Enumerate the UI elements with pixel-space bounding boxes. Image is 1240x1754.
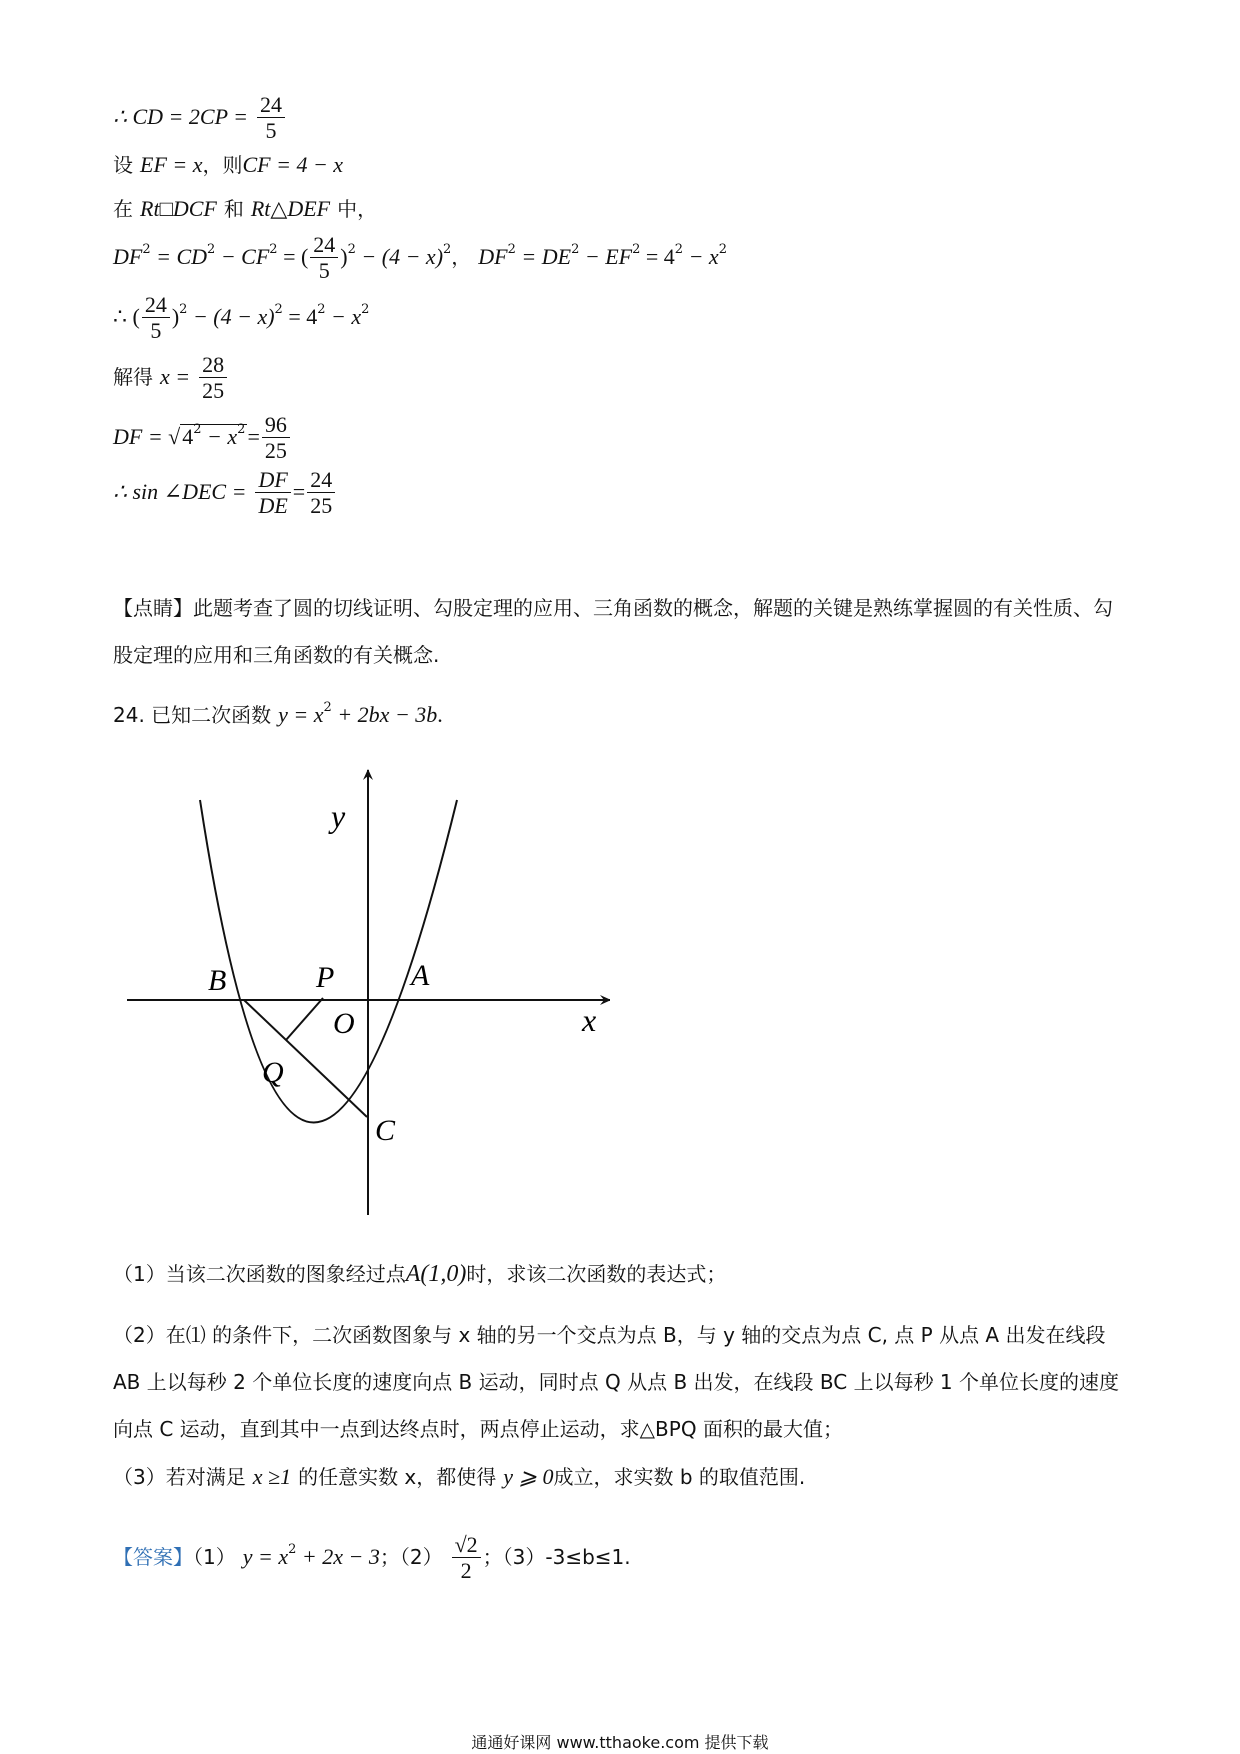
exponent: 2: [361, 301, 370, 317]
comment-paragraph: 【点睛】此题考查了圆的切线证明、勾股定理的应用、三角函数的概念，解题的关键是熟练掌握圆的有关性质、勾股定理的应用和三角函数的有关概念.: [113, 596, 1113, 667]
fraction: [310, 232, 338, 284]
fraction: [452, 1532, 481, 1584]
equation-text: ∴ CD = 2CP =: [113, 103, 248, 129]
numerator: √2: [452, 1532, 481, 1558]
question-24-stem: [113, 700, 443, 729]
point-q-label: Q: [262, 1056, 284, 1089]
exponent: 2: [347, 241, 356, 257]
text: ，则: [202, 153, 243, 177]
text: （3）若对满足: [113, 1465, 246, 1489]
math: ∴ sin ∠DEC =: [113, 478, 247, 504]
exponent: 2: [142, 241, 151, 257]
math: + 2bx − 3b: [331, 702, 438, 727]
text: 解得: [113, 364, 153, 389]
exponent: 2: [288, 1541, 297, 1557]
origin-label: O: [333, 1007, 355, 1040]
solution-line-ef: [113, 152, 343, 179]
point-a-label: A: [411, 959, 430, 992]
math: y = x: [278, 702, 324, 727]
math: DF: [478, 243, 508, 269]
radical-sign: √: [168, 423, 181, 449]
exponent: 2: [507, 241, 516, 257]
math: EF = x: [140, 152, 203, 177]
solution-line-df: [113, 412, 292, 464]
point-p-label: P: [316, 961, 335, 994]
math: = 4: [282, 303, 318, 329]
missing-glyph: □: [159, 196, 173, 221]
text: 和: [223, 197, 244, 221]
math: y = x: [242, 1543, 289, 1569]
text: 中，: [337, 197, 378, 221]
solution-line-sin: [113, 467, 337, 519]
exponent: 2: [207, 241, 216, 257]
exponent: 2: [718, 241, 727, 257]
solution-line-solve-x: [113, 352, 229, 404]
exponent: 2: [193, 421, 202, 437]
numerator: 24: [307, 467, 335, 493]
denominator: 25: [202, 378, 225, 404]
y-axis-label: y: [331, 798, 346, 834]
point-b-label: B: [208, 964, 227, 997]
denominator: 5: [150, 318, 162, 344]
solution-line-triangles: [113, 196, 377, 223]
math: − (4 − x): [187, 303, 275, 329]
math: − (4 − x): [355, 243, 444, 269]
text: 在: [113, 197, 133, 221]
text: 设: [113, 153, 133, 177]
point-c-label: C: [375, 1114, 396, 1147]
fraction: [257, 92, 285, 144]
fraction: [255, 467, 290, 519]
math: A(1,0): [405, 1261, 467, 1287]
text: （1）: [193, 1544, 236, 1569]
text: ，: [451, 244, 472, 269]
denominator: 25: [310, 493, 333, 519]
math: ): [340, 243, 348, 269]
text: ；（2）: [379, 1544, 443, 1569]
fraction: [307, 467, 335, 519]
numerator: DF: [255, 467, 290, 493]
answer-label: 【答案】: [113, 1544, 193, 1569]
math: Rt: [140, 196, 160, 221]
text: 的任意实数 x，都使得: [298, 1465, 497, 1489]
math: 4: [182, 423, 194, 449]
exponent: 2: [269, 241, 278, 257]
numerator: 24: [142, 292, 170, 318]
math: x =: [160, 363, 191, 389]
math: = CD: [150, 243, 208, 269]
denominator: 5: [265, 118, 277, 144]
exponent: 2: [317, 301, 326, 317]
exponent: 2: [571, 241, 580, 257]
math: ∴ (: [113, 303, 140, 329]
math: − CF: [215, 243, 270, 269]
math: − x: [683, 243, 719, 269]
math: x ≥1: [252, 1464, 292, 1489]
exponent: 2: [237, 421, 246, 437]
denominator: 5: [318, 258, 330, 284]
exponent: 2: [274, 301, 283, 317]
answer-line: [113, 1532, 631, 1584]
math: DF: [113, 243, 143, 269]
numerator: 24: [310, 232, 338, 258]
solution-line-equation: [113, 292, 369, 344]
math: =: [247, 423, 260, 449]
text: 成立，求实数 b 的取值范围.: [553, 1465, 806, 1489]
parabola-figure: [110, 765, 610, 1225]
math: DF =: [113, 423, 169, 449]
text: 时，求该二次函数的表达式；: [466, 1262, 727, 1286]
exponent: 2: [323, 700, 332, 715]
math: .: [437, 702, 443, 727]
question-part-3: [113, 1464, 805, 1491]
numerator: 24: [257, 92, 285, 118]
math: = 4: [640, 243, 675, 269]
exponent: 2: [179, 301, 188, 317]
fraction: [199, 352, 227, 404]
math: CF = 4 − x: [242, 152, 344, 177]
question-part-1: [113, 1260, 726, 1289]
radicand: [180, 421, 247, 450]
math: − EF: [579, 243, 633, 269]
math: − x: [201, 423, 238, 449]
denominator: DE: [258, 493, 288, 519]
fraction: [262, 412, 290, 464]
segment-pq: [286, 998, 323, 1040]
math: =: [292, 478, 306, 504]
question-part-2: （2）在⑴ 的条件下，二次函数图象与 x 轴的另一个交点为点 B，与 y 轴的交点为点 C, 点 P 从点 A 出发在线段 AB 上以每秒 2 个单位长度的速度向点 B 运动，同时点 Q 从点 B 出发，在线段 BC 上以每秒 1 个单位长度的速度向点 C 运动，直到其中一点到达终点时，两点停止运动，求△BPQ 面积的最大值；: [113, 1323, 1120, 1441]
exponent: 2: [632, 241, 641, 257]
numerator: 28: [199, 352, 227, 378]
math: = DE: [515, 243, 572, 269]
denominator: 25: [264, 438, 287, 464]
math: = (: [277, 243, 309, 269]
fraction: [142, 292, 170, 344]
math: ): [171, 303, 180, 329]
text: 24. 已知二次函数: [113, 703, 272, 727]
x-axis-label: x: [582, 1002, 597, 1038]
numerator: 96: [262, 412, 290, 438]
solution-line-cd: [113, 92, 287, 144]
text: ；（3）-3≤b≤1.: [482, 1544, 631, 1569]
math: + 2x − 3: [296, 1543, 380, 1569]
math: DCF: [172, 196, 217, 221]
math: − x: [325, 303, 362, 329]
denominator: 2: [460, 1558, 472, 1584]
solution-line-df-squared: [113, 232, 727, 284]
math: y ⩾ 0: [503, 1464, 554, 1489]
exponent: 2: [443, 241, 452, 257]
math: Rt△DEF: [250, 196, 331, 221]
exponent: 2: [674, 241, 684, 257]
footer-watermark: 通通好课网 www.tthaoke.com 提供下载: [471, 1733, 769, 1752]
text: （1）当该二次函数的图象经过点: [113, 1262, 406, 1286]
